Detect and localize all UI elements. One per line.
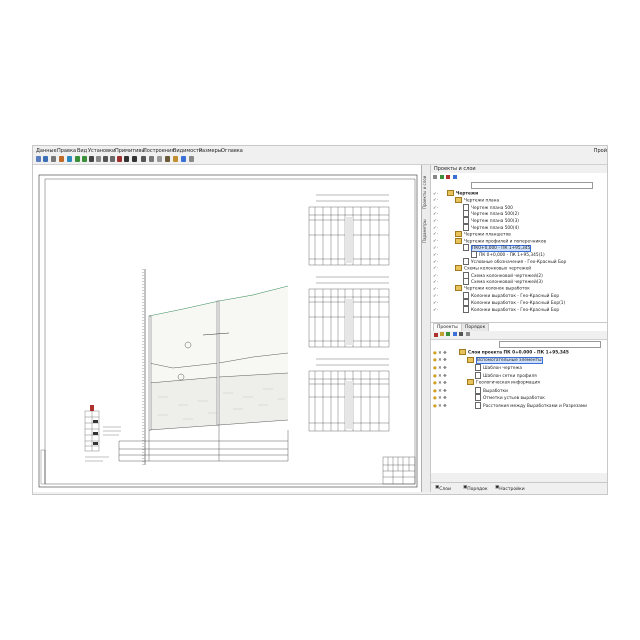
dimension-icon[interactable] (157, 156, 162, 162)
projects-tree-item[interactable] (433, 272, 543, 278)
layer-pencil-icon[interactable] (459, 332, 463, 336)
tab-settings-label: Настройки (499, 487, 525, 492)
folder-icon (455, 238, 462, 244)
projects-tree-label: Чертежи колонок выработок (464, 286, 530, 292)
visibility-toggle-icon[interactable]: ✓· (433, 212, 438, 218)
zoom-fit-icon[interactable] (89, 156, 94, 162)
projects-tree-item[interactable] (433, 285, 530, 291)
column-table-2 (309, 277, 389, 347)
print-icon[interactable] (51, 156, 56, 162)
folder-icon (447, 190, 454, 196)
measure-icon[interactable] (110, 156, 115, 162)
layer-props-icon[interactable] (466, 332, 470, 336)
line-icon[interactable] (124, 156, 129, 162)
app-window (32, 145, 608, 495)
projects-tree-label: Чертежи плана (464, 198, 500, 204)
refresh-icon[interactable] (453, 175, 457, 179)
visibility-toggle-icon[interactable]: ✓· (433, 198, 438, 204)
projects-tree-label: Чертеж плана 500(3) (471, 219, 519, 225)
side-tabs (422, 165, 431, 492)
select-icon[interactable] (103, 156, 108, 162)
menu-visibility[interactable]: Видимости (173, 148, 203, 154)
column-table-3 (309, 359, 389, 431)
folder-icon (455, 285, 462, 291)
visibility-toggle-icon[interactable]: ✓· (433, 273, 438, 279)
layer-tree-label: Расстояния между Выработками и Разрезами (483, 403, 587, 409)
visibility-toggle-icon[interactable]: ✓· (433, 219, 438, 225)
projects-tree-label: Схемы колонковых чертежей (464, 266, 532, 272)
layer-icon (475, 387, 481, 394)
layer-tree-item[interactable] (433, 394, 545, 400)
menu-settings[interactable]: Установки (88, 148, 116, 154)
side-tab-params[interactable]: Параметры (422, 219, 427, 243)
layer-tree-label: Отметки устьев выработок (483, 396, 545, 401)
tab-settings[interactable]: ▣ Настройки (495, 485, 525, 492)
layer-icon (475, 364, 481, 371)
menu-view[interactable]: Вид (77, 148, 88, 154)
projects-tree (431, 190, 607, 320)
hatch-icon[interactable] (165, 156, 170, 162)
projects-tree-item[interactable] (433, 251, 545, 257)
projects-tree-label: Колонки выработок - Гео-Красный Бор (471, 294, 560, 299)
layer-controls-icon[interactable]: ● ✕ ✥ (433, 388, 447, 394)
layer-tree-label: Шаблон сетки профиля (483, 373, 537, 379)
profile-drawing (119, 269, 288, 465)
legend-table (85, 405, 121, 461)
layer-controls-icon[interactable]: ● ✕ ✥ (433, 380, 447, 386)
projects-toolbar (433, 174, 603, 181)
title-block (383, 457, 415, 484)
layer-tree-label: Геологическая информация (476, 380, 540, 386)
visibility-toggle-icon[interactable]: ✓· (433, 246, 438, 252)
layer-controls-icon[interactable]: ● ✕ ✥ (433, 366, 447, 371)
projects-tree-item[interactable] (433, 278, 543, 284)
point-icon[interactable] (117, 156, 122, 162)
projects-tree-item[interactable] (433, 306, 559, 312)
projects-tree-label: ПК 0+0,000 - ПК 1+95,345(1) (479, 253, 545, 259)
projects-tree-item[interactable] (433, 299, 565, 305)
layer-controls-icon[interactable]: ● ✕ ✥ (433, 396, 447, 401)
save-icon[interactable] (43, 156, 48, 162)
layer-tree-item[interactable] (433, 349, 569, 355)
projects-tree-item[interactable] (433, 224, 519, 230)
table-icon[interactable] (149, 156, 154, 162)
layer-tree-item[interactable] (433, 379, 540, 385)
grid-icon[interactable] (59, 156, 64, 162)
folder-icon (455, 231, 462, 237)
folder-icon (455, 265, 462, 271)
layer-tree-item[interactable] (433, 357, 543, 363)
projects-tree-label: Чертеж плана 500 (471, 205, 513, 211)
layer-icon (475, 372, 481, 379)
folder-icon (455, 197, 462, 203)
toolbar (33, 155, 607, 165)
layer-controls-icon[interactable]: ● ✕ ✥ (433, 350, 447, 356)
menu-bar (33, 146, 607, 155)
projects-tree-label: Условные обозначения - Гео-Красный Бор (471, 260, 567, 265)
expand-icon[interactable] (433, 175, 437, 179)
polyline-icon[interactable] (132, 156, 137, 162)
menu-edit[interactable]: Правка (57, 148, 77, 154)
visibility-toggle-icon[interactable]: ✓· (433, 294, 438, 299)
menu-constructions[interactable]: Построения (143, 148, 175, 154)
zoom-in-icon[interactable] (75, 156, 80, 162)
layer-edit-icon[interactable] (453, 332, 457, 336)
layer-controls-icon[interactable]: ● ✕ ✥ (433, 358, 447, 363)
layer-tree-item[interactable] (433, 372, 537, 378)
tab-order[interactable]: Порядок (461, 323, 489, 332)
menu-primitives[interactable]: Примитивы (115, 148, 146, 154)
side-tab-projects[interactable]: Проекты и слои (422, 175, 427, 209)
layers-search-input[interactable] (499, 341, 601, 348)
projects-tree-label: Чертеж плана 500(4) (471, 226, 519, 231)
drawing-canvas[interactable] (33, 165, 422, 492)
zoom-out-icon[interactable] (82, 156, 87, 162)
bottom-tabs (431, 482, 607, 493)
projects-tree-item[interactable] (433, 204, 513, 210)
projects-tree-item[interactable] (433, 265, 531, 271)
visibility-toggle-icon[interactable]: ✓· (433, 300, 438, 306)
projects-panel (431, 165, 607, 322)
tab-layers-label: Слои (439, 487, 451, 492)
projects-tree-label: Чертежи (456, 191, 479, 197)
projects-tree-item[interactable] (433, 258, 566, 264)
visibility-toggle-icon[interactable]: ✓· (433, 280, 438, 286)
add-icon[interactable] (440, 175, 444, 179)
menu-dimensions[interactable]: Размеры (199, 148, 222, 154)
layers-panel (431, 322, 607, 473)
layer-tree-item[interactable] (433, 387, 508, 393)
column-table-1 (309, 195, 389, 265)
tab-projects[interactable]: Проекты (433, 323, 462, 332)
visibility-toggle-icon[interactable]: ✓· (433, 253, 438, 259)
projects-tree-label: ПК0+0,000 - ПК 1+95,345 (472, 246, 531, 252)
projects-tree-item[interactable] (433, 217, 519, 223)
projects-tree-item[interactable] (433, 244, 531, 250)
layer-group-icon (467, 379, 474, 385)
tab-layers[interactable]: ▣ Слои (435, 485, 451, 492)
layer-icon (475, 394, 481, 401)
layer-tree-item[interactable] (433, 402, 587, 408)
projects-tree-item[interactable] (433, 238, 546, 244)
menu-data[interactable]: Данные (36, 148, 57, 154)
projects-tree-item[interactable] (433, 292, 559, 298)
projects-search-input[interactable] (471, 182, 593, 189)
projects-tree-label: Колонки выработок - Гео-Красный Бор (471, 307, 560, 313)
open-icon[interactable] (36, 156, 41, 162)
visibility-toggle-icon[interactable]: ✓· (433, 307, 438, 313)
projects-panel-title: Проекты и слои (431, 165, 607, 173)
properties-icon[interactable] (189, 156, 194, 162)
projects-tree-label: Схема колонковой чертежей(3) (471, 280, 543, 286)
drawing-svg (33, 165, 421, 492)
projects-tree-item[interactable] (433, 197, 499, 203)
window-tag: Прой (593, 148, 607, 154)
projects-tree-label: Чертеж плана 500(2) (471, 212, 519, 218)
visibility-toggle-icon[interactable]: ✓· (433, 226, 438, 231)
layer-icon (475, 402, 481, 409)
tab-order-label: Порядок (467, 487, 488, 492)
visibility-toggle-icon[interactable]: ✓· (433, 266, 438, 272)
document-icon (463, 306, 469, 313)
projects-tree-label: Колонки выработок - Гео-Красный Бор(1) (471, 300, 566, 306)
layer-tree-label: Выработки (483, 388, 508, 394)
visibility-toggle-icon[interactable]: ✓· (433, 239, 438, 245)
pan-icon[interactable] (96, 156, 101, 162)
layer-group-icon (467, 357, 474, 363)
layer-tree-label: Слои проекта ПК 0+0.000 - ПК 1+95,345 (468, 350, 569, 356)
layer-tree-label: Шаблон чертежа (483, 366, 522, 371)
tab-order-bottom[interactable]: ▣ Порядок (463, 485, 488, 492)
layer-group-icon (459, 349, 466, 355)
projects-tree-item[interactable] (433, 210, 519, 216)
layer-tree-item[interactable] (433, 364, 522, 370)
projects-tree-item[interactable] (433, 231, 511, 237)
visibility-toggle-icon[interactable]: ✓· (433, 286, 438, 292)
visibility-toggle-icon[interactable]: ✓· (433, 232, 438, 238)
visibility-toggle-icon[interactable]: ✓· (433, 260, 438, 265)
delete-icon[interactable] (446, 175, 450, 179)
menu-help[interactable]: Оглавка (221, 148, 243, 154)
visibility-toggle-icon[interactable]: ✓· (433, 205, 438, 211)
projects-tree-label: Схема колонковой чертежей(2) (471, 273, 543, 279)
projects-tree-label: Чертежи профилей и поперечников (464, 239, 546, 245)
layer-tree-label: Вспомогательные элементы (477, 358, 542, 363)
layers-toolbar (431, 331, 607, 340)
layer-light-icon[interactable] (440, 332, 444, 336)
projects-tree-item[interactable] (433, 190, 478, 196)
layer-controls-icon[interactable]: ● ✕ ✥ (433, 403, 447, 409)
layer-delete-icon[interactable] (434, 333, 438, 337)
layer-controls-icon[interactable]: ● ✕ ✥ (433, 373, 447, 379)
help-icon[interactable] (181, 156, 186, 162)
pencil-icon[interactable] (173, 156, 178, 162)
layer-add-icon[interactable] (446, 332, 450, 336)
layer-icon[interactable] (67, 156, 72, 162)
layers-tree (431, 349, 607, 459)
projects-tree-label: Чертежи планшетов (464, 232, 511, 238)
text-icon[interactable] (141, 156, 146, 162)
visibility-toggle-icon[interactable]: ✓· (433, 191, 438, 197)
